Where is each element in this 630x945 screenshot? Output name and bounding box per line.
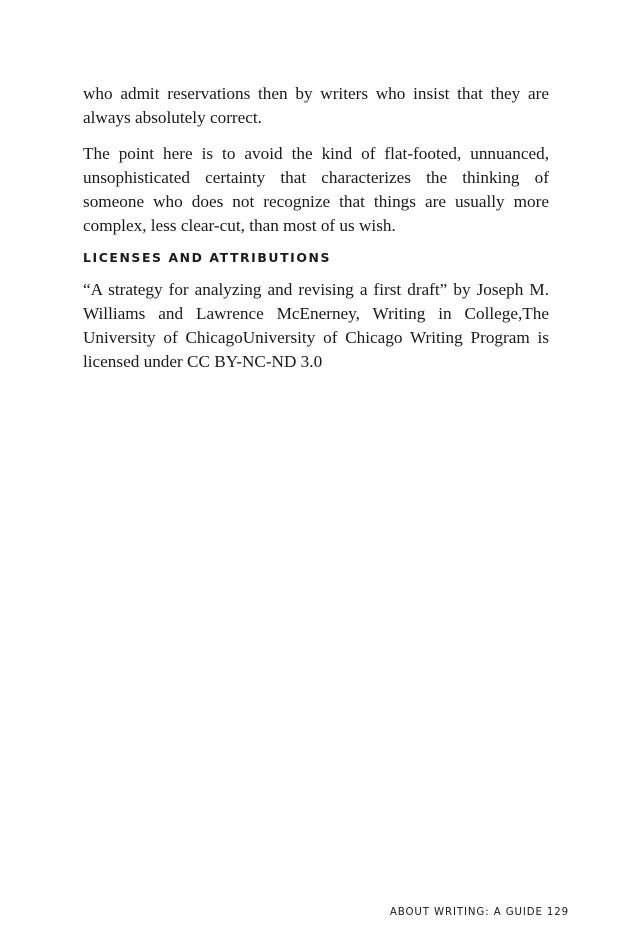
attribution-paragraph: “A strategy for analyzing and revising a first draft” by Joseph M. Williams and Lawrence McEnerney, Writing in College,The University of ChicagoUniversity of Chicago Writing Program is licensed under CC BY-NC-ND 3.0 — [83, 280, 549, 371]
page-number: 129 — [546, 907, 569, 918]
page-footer — [390, 906, 569, 920]
running-title: ABOUT WRITING: A GUIDE — [389, 907, 543, 918]
body-paragraph-continuation: who admit reservations then by writers who insist that they are always absolutely correct. — [83, 84, 549, 127]
body-paragraph-certainty: The point here is to avoid the kind of flat-footed, unnuanced, unsophisticated certainty that characterizes the thinking of someone who does not recognize that things are usually more complex, less clear-cut, than most of us wish. — [83, 144, 549, 235]
section-heading: LICENSES AND ATTRIBUTIONS — [83, 250, 331, 265]
